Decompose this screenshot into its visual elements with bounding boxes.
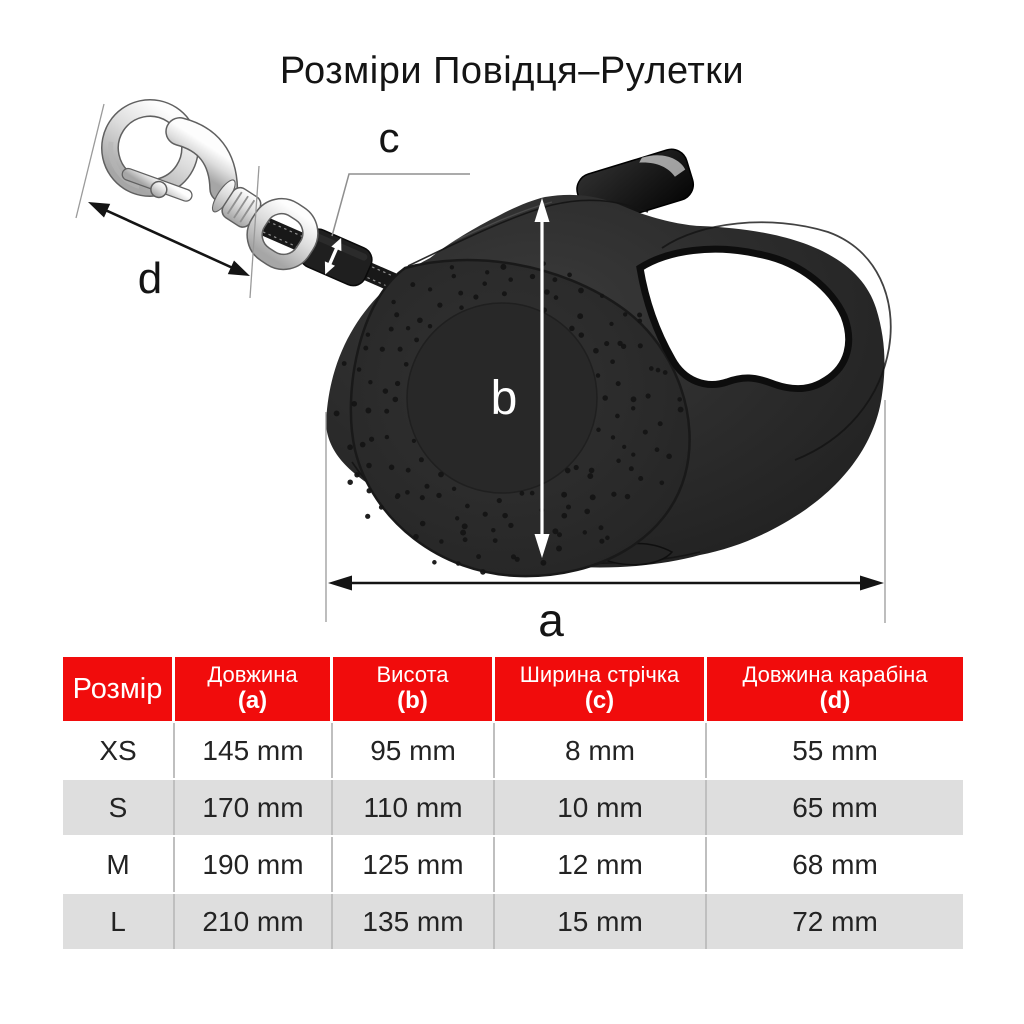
dim-label-b: b <box>490 372 518 425</box>
cell-height: 110 mm <box>333 780 495 835</box>
header-length-a: Довжина (a) <box>175 657 333 721</box>
header-carabiner-length-d: Довжина карабіна (d) <box>707 657 963 721</box>
cell-height: 95 mm <box>333 723 495 778</box>
header-size: Розмір <box>63 657 175 721</box>
header-tape-width-c: Ширина стрічка (c) <box>495 657 707 721</box>
cell-size: L <box>63 894 175 949</box>
cell-length: 170 mm <box>175 780 333 835</box>
cell-height: 125 mm <box>333 837 495 892</box>
carabiner <box>95 96 327 282</box>
cell-length: 190 mm <box>175 837 333 892</box>
header-height-b: Висота (b) <box>333 657 495 721</box>
dim-label-d: d <box>137 254 163 303</box>
leash-diagram-svg <box>0 96 1024 656</box>
leash-body <box>326 195 891 576</box>
dim-label-a: a <box>538 594 564 646</box>
cell-carabiner-length: 65 mm <box>707 780 963 835</box>
cell-length: 145 mm <box>175 723 333 778</box>
cell-tape-width: 15 mm <box>495 894 707 949</box>
dim-c-leader <box>332 114 470 236</box>
cell-height: 135 mm <box>333 894 495 949</box>
cell-tape-width: 10 mm <box>495 780 707 835</box>
cell-carabiner-length: 68 mm <box>707 837 963 892</box>
cell-length: 210 mm <box>175 894 333 949</box>
cell-tape-width: 8 mm <box>495 723 707 778</box>
cell-size: S <box>63 780 175 835</box>
page-title: Розміри Повідця–Рулетки <box>279 50 745 92</box>
dim-label-c: c <box>378 114 400 161</box>
cell-tape-width: 12 mm <box>495 837 707 892</box>
cell-carabiner-length: 55 mm <box>707 723 963 778</box>
cell-size: XS <box>63 723 175 778</box>
cell-size: M <box>63 837 175 892</box>
size-table <box>63 657 963 949</box>
leash-diagram <box>0 96 1024 656</box>
cell-carabiner-length: 72 mm <box>707 894 963 949</box>
